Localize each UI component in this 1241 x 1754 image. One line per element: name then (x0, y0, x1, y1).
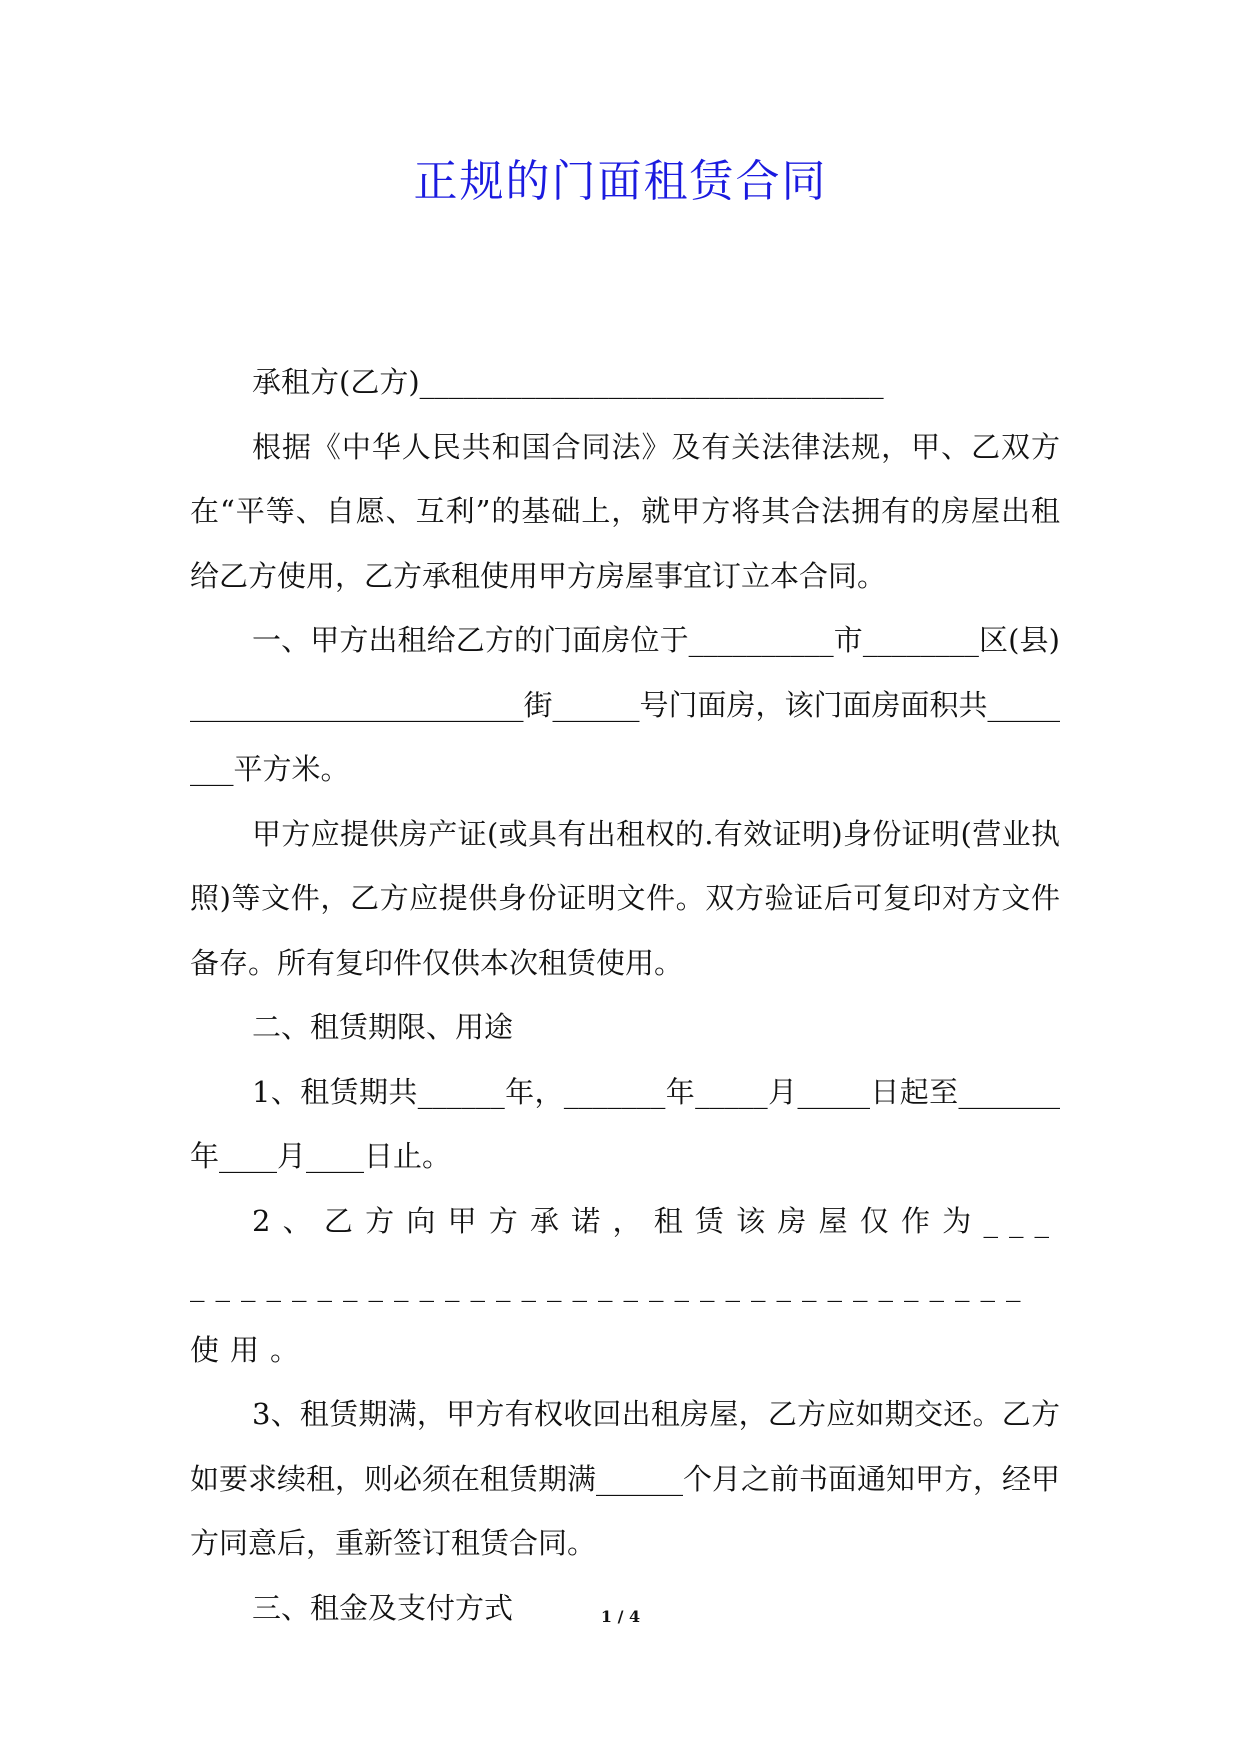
paragraph-documents: 甲方应提供房产证(或具有出租权的.有效证明)身份证明(营业执照)等文件，乙方应提供身份证明文件。双方验证后可复印对方文件备存。所有复印件仅供本次租赁使用。 (190, 816, 1060, 980)
paragraph-term: 1、租赁期共______年，_______年_____月_____日起至_______年____月____日止。 (190, 1074, 1060, 1173)
paragraph-use: 2、乙方向甲方承诺，租赁该房屋仅作为____________________________________使用。 (190, 1203, 1060, 1367)
section-heading-term-use: 二、租赁期限、用途 (252, 1010, 514, 1044)
paragraph-renewal: 3、租赁期满，甲方有权收回出租房屋，乙方应如期交还。乙方如要求续租，则必须在租赁期满______个月之前书面通知甲方，经甲方同意后，重新签订租赁合同。 (190, 1397, 1061, 1560)
page-number: 1 / 4 (600, 1607, 641, 1626)
document-title: 正规的门面租赁合同 (413, 156, 828, 207)
paragraph-lessee: 承租方(乙方)________________________________ (252, 365, 884, 399)
section-heading-rent-payment: 三、租金及支付方式 (252, 1590, 514, 1625)
paragraph-clause-1-location: 一、甲方出租给乙方的门面房位于__________市________区(县)_______________________街______号门面房，该门面房面积共________平方米。 (190, 623, 1061, 786)
paragraph-preamble: 根据《中华人民共和国合同法》及有关法律法规，甲、乙双方在“平等、自愿、互利”的基础上，就甲方将其合法拥有的房屋出租给乙方使用，乙方承租使用甲方房屋事宜订立本合同。 (190, 429, 1060, 593)
document-body (190, 350, 1060, 1640)
